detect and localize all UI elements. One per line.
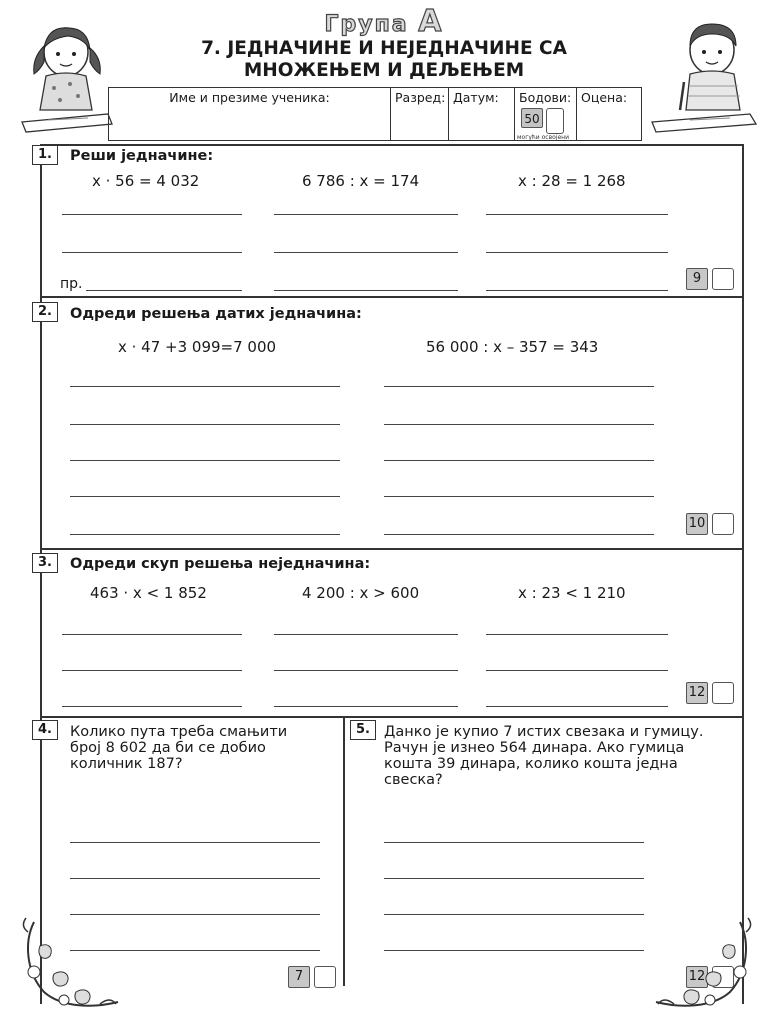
task-2-points-badge: 10 <box>686 513 708 535</box>
answer-line[interactable] <box>384 950 644 951</box>
task-1-score-box[interactable] <box>712 268 734 290</box>
task-4-text-line: број 8 602 да би се добио <box>70 740 266 756</box>
task-3-score-box[interactable] <box>712 682 734 704</box>
answer-line[interactable] <box>70 424 340 425</box>
answer-line[interactable] <box>384 914 644 915</box>
task-4-number: 4. <box>32 720 58 740</box>
answer-line[interactable] <box>384 842 644 843</box>
task-1-prefix: пр. <box>60 276 83 292</box>
answer-line[interactable] <box>86 290 242 291</box>
answer-line[interactable] <box>486 214 668 215</box>
answer-line[interactable] <box>274 706 458 707</box>
task-1-expression: x · 56 = 4 032 <box>92 172 200 190</box>
answer-line[interactable] <box>274 290 458 291</box>
floral-ornament-icon <box>650 912 760 1012</box>
divider-2-3 <box>40 548 744 550</box>
answer-line[interactable] <box>62 706 242 707</box>
boy-writing-icon <box>650 16 760 136</box>
task-5-text-line: Рачун је изнео 564 динара. Ако гумица <box>384 740 685 756</box>
task-3-points-badge: 12 <box>686 682 708 704</box>
answer-line[interactable] <box>486 670 668 671</box>
grade-field[interactable] <box>391 88 449 140</box>
points-field[interactable] <box>515 88 577 140</box>
answer-line[interactable] <box>62 214 242 215</box>
answer-line[interactable] <box>274 214 458 215</box>
task-5-text <box>384 724 703 788</box>
task-5-number: 5. <box>350 720 376 740</box>
task-1-expression: x : 28 = 1 268 <box>518 172 626 190</box>
task-4-text-line: количник 187? <box>70 756 183 772</box>
worksheet-frame <box>40 144 744 1004</box>
task-1-points-badge: 9 <box>686 268 708 290</box>
answer-line[interactable] <box>486 290 668 291</box>
task-4-text-line: Колико пута треба смањити <box>70 724 288 740</box>
divider-3-4 <box>40 716 744 718</box>
grade-label: Разред: <box>395 90 446 105</box>
group-word: Група <box>324 12 409 37</box>
task-5-text-line: Данко је купио 7 истих свезака и гумицу. <box>384 724 704 740</box>
girl-writing-icon <box>18 18 114 136</box>
answer-line[interactable] <box>486 706 668 707</box>
answer-line[interactable] <box>70 878 320 879</box>
answer-line[interactable] <box>62 634 242 635</box>
points-label: Бодови: <box>519 90 572 105</box>
answer-line[interactable] <box>70 496 340 497</box>
page-title-line1: 7. ЈЕДНАЧИНЕ И НЕЈЕДНАЧИНЕ СА <box>201 38 567 59</box>
student-name-field[interactable] <box>109 88 391 140</box>
answer-line[interactable] <box>384 460 654 461</box>
answer-line[interactable] <box>70 534 340 535</box>
task-4-text <box>70 724 287 772</box>
answer-line[interactable] <box>62 252 242 253</box>
answer-line[interactable] <box>384 496 654 497</box>
task-1-number: 1. <box>32 145 58 165</box>
mark-label: Оцена: <box>581 90 628 105</box>
answer-line[interactable] <box>70 842 320 843</box>
task-4-score-box[interactable] <box>314 966 336 988</box>
points-max-badge: 50 <box>521 108 543 128</box>
answer-line[interactable] <box>384 534 654 535</box>
task-1-title: Реши једначине: <box>70 148 214 164</box>
task-2-expression: x · 47 +3 099=7 000 <box>118 338 277 356</box>
answer-line[interactable] <box>486 252 668 253</box>
task-5-text-line: кошта 39 динара, колико кошта једна <box>384 756 678 772</box>
student-name-label: Име и презиме ученика: <box>169 90 330 105</box>
date-label: Датум: <box>453 90 499 105</box>
task-3-expression: x : 23 < 1 210 <box>518 584 626 602</box>
floral-ornament-icon <box>14 912 124 1012</box>
answer-line[interactable] <box>70 460 340 461</box>
answer-line[interactable] <box>384 878 644 879</box>
task-3-expression: 463 · x < 1 852 <box>90 584 207 602</box>
answer-line[interactable] <box>384 386 654 387</box>
page-title-line2: МНОЖЕЊЕМ И ДЕЉЕЊЕМ <box>243 60 525 81</box>
task-3-title: Одреди скуп решења неједначина: <box>70 556 371 572</box>
task-3-number: 3. <box>32 553 58 573</box>
points-note: могући освојени <box>517 134 569 141</box>
task-4-points-badge: 7 <box>288 966 310 988</box>
mark-field[interactable] <box>577 88 640 140</box>
points-earned-box[interactable] <box>546 108 564 134</box>
task-5-points-badge: 12 <box>686 966 708 988</box>
task-3-expression: 4 200 : x > 600 <box>302 584 420 602</box>
answer-line[interactable] <box>486 634 668 635</box>
student-info-box <box>108 87 642 141</box>
answer-line[interactable] <box>62 670 242 671</box>
task-1-expression: 6 786 : x = 174 <box>302 172 420 190</box>
task-2-score-box[interactable] <box>712 513 734 535</box>
task-2-title: Одреди решења датих једначина: <box>70 306 362 322</box>
date-field[interactable] <box>449 88 515 140</box>
answer-line[interactable] <box>384 424 654 425</box>
task-2-expression: 56 000 : x – 357 = 343 <box>426 338 599 356</box>
divider-4-5 <box>343 716 345 986</box>
task-2-number: 2. <box>32 302 58 322</box>
answer-line[interactable] <box>274 634 458 635</box>
group-letter: А <box>418 4 444 39</box>
divider-1-2 <box>40 296 744 298</box>
answer-line[interactable] <box>274 252 458 253</box>
task-5-text-line: свеска? <box>384 772 443 788</box>
answer-line[interactable] <box>274 670 458 671</box>
answer-line[interactable] <box>70 386 340 387</box>
